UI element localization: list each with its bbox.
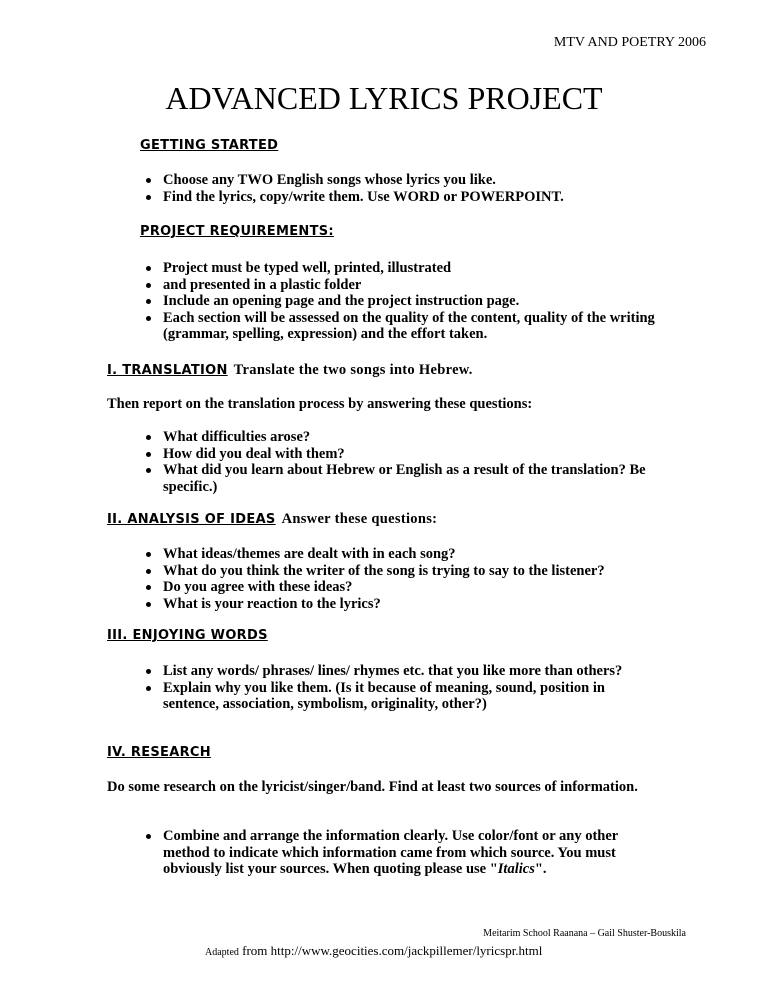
list-item: What is your reaction to the lyrics? [144, 596, 704, 613]
item-text-end: ". [534, 861, 547, 877]
translation-lead: Translate the two songs into Hebrew. [233, 362, 473, 378]
analysis-list [144, 546, 704, 612]
research-list [144, 828, 664, 878]
list-item: Find the lyrics, copy/write them. Use WORD or POWERPOINT. [144, 189, 684, 206]
translation-section [107, 362, 473, 379]
footer-credit: Meitarim School Raanana – Gail Shuster-Bouskila [483, 928, 686, 939]
translation-list [144, 429, 664, 495]
list-item: What ideas/themes are dealt with in each song? [144, 546, 704, 563]
analysis-heading: II. ANALYSIS OF IDEAS [107, 512, 276, 527]
list-item: What do you think the writer of the song is trying to say to the listener? [144, 563, 704, 580]
analysis-lead: Answer these questions: [281, 511, 438, 527]
list-item: Each section will be assessed on the quality of the content, quality of the writing (grammar, spelling, expression) and the effort taken. [144, 310, 664, 343]
translation-heading: I. TRANSLATION [107, 363, 228, 378]
requirements-list [144, 260, 664, 343]
list-item: Include an opening page and the project instruction page. [144, 293, 664, 310]
list-item: Project must be typed well, printed, illustrated [144, 260, 664, 277]
adapted-label: Adapted [205, 947, 239, 958]
enjoying-list [144, 663, 664, 713]
requirements-heading: PROJECT REQUIREMENTS: [140, 224, 334, 239]
list-item: What did you learn about Hebrew or English as a result of the translation? Be specific.) [144, 462, 664, 495]
list-item: Do you agree with these ideas? [144, 579, 704, 596]
getting-started-heading: GETTING STARTED [140, 138, 279, 153]
source-url: from http://www.geocities.com/jackpillemer/lyricspr.html [242, 943, 543, 958]
list-item: How did you deal with them? [144, 446, 664, 463]
list-item: and presented in a plastic folder [144, 277, 664, 294]
getting-started-list [144, 172, 684, 205]
translation-intro: Then report on the translation process by answering these questions: [107, 396, 533, 412]
research-heading: IV. RESEARCH [107, 745, 211, 760]
list-item: Choose any TWO English songs whose lyrics you like. [144, 172, 684, 189]
list-item: List any words/ phrases/ lines/ rhymes etc. that you like more than others? [144, 663, 664, 680]
running-header: MTV AND POETRY 2006 [553, 35, 706, 50]
footer-source [205, 943, 542, 959]
enjoying-heading: III. ENJOYING WORDS [107, 628, 268, 643]
item-italic-text: Italics [497, 861, 535, 877]
research-intro: Do some research on the lyricist/singer/band. Find at least two sources of information. [107, 779, 638, 795]
list-item: What difficulties arose? [144, 429, 664, 446]
analysis-section [107, 511, 437, 528]
page-title: ADVANCED LYRICS PROJECT [165, 80, 603, 116]
list-item: Explain why you like them. (Is it because of meaning, sound, position in sentence, association, symbolism, originality, other?) [144, 680, 664, 713]
item-text: Combine and arrange the information clearly. Use color/font or any other method to indicate which information came from which source. You must obviously list your sources. When quoting please use " [163, 828, 618, 877]
list-item [144, 828, 664, 878]
